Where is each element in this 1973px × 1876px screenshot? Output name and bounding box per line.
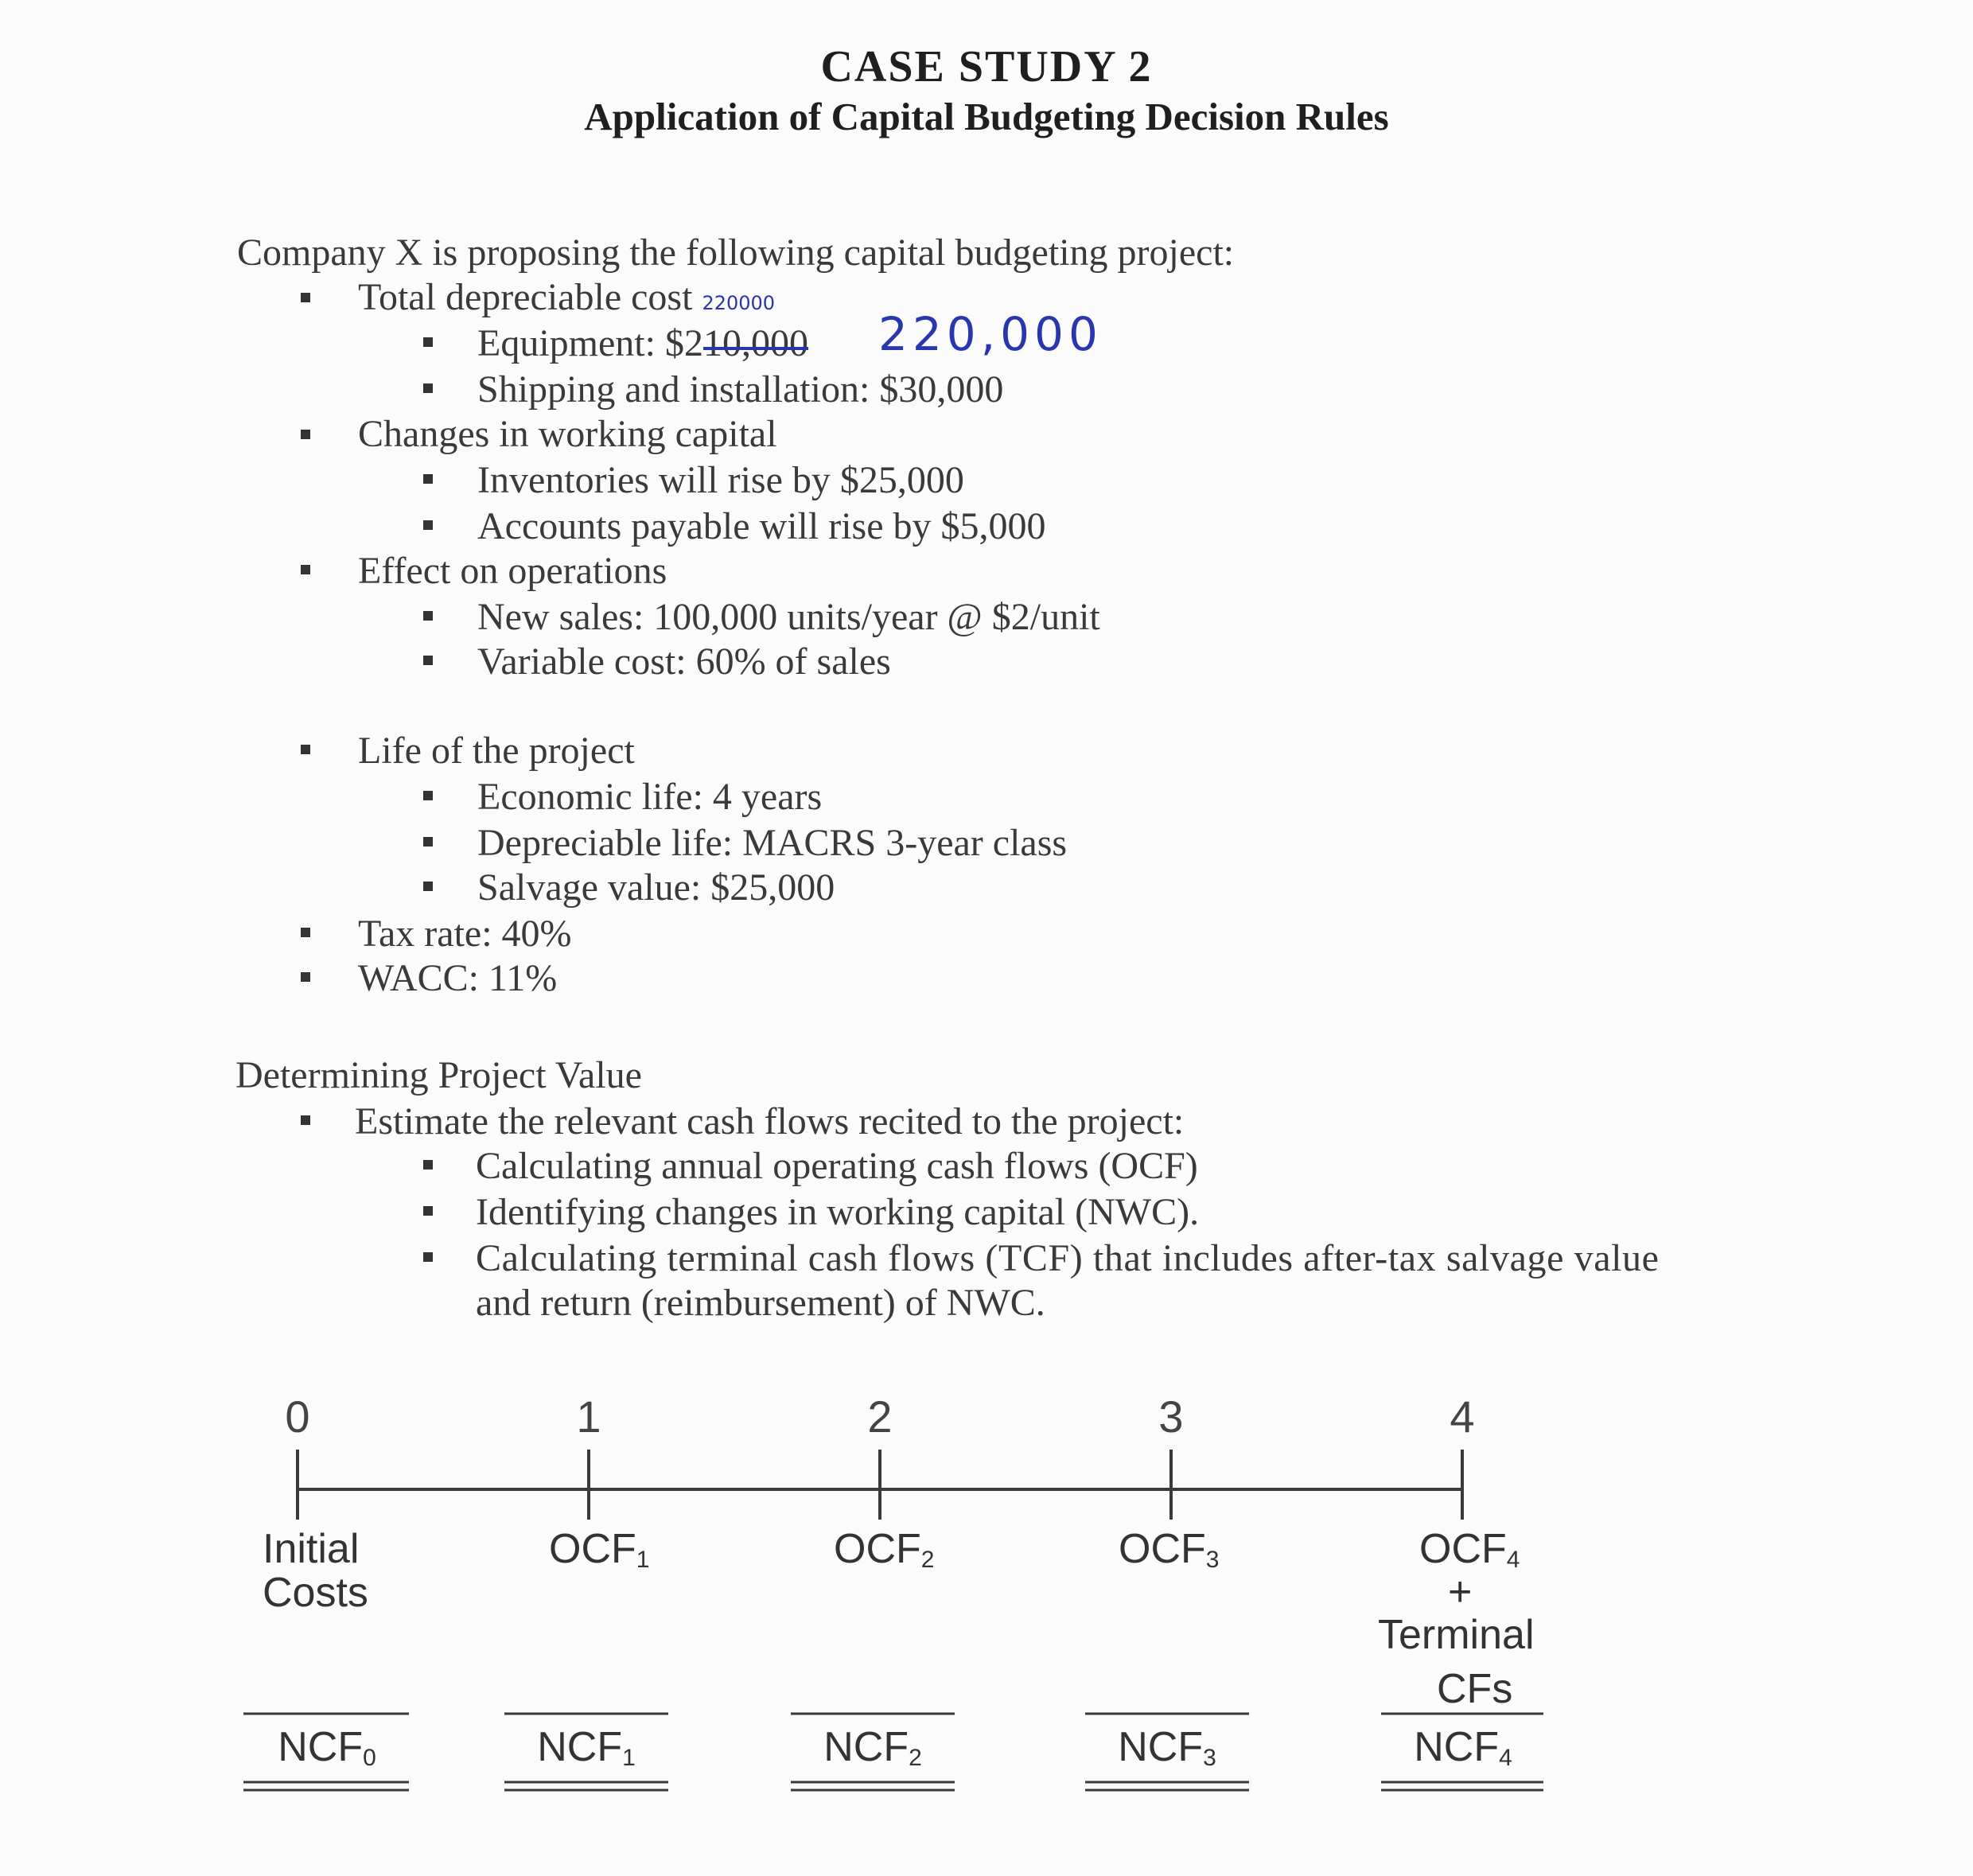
- operations-label: Effect on operations: [358, 550, 667, 592]
- list-item: Inventories will rise by $25,000: [477, 459, 964, 501]
- period-4: 4: [1450, 1391, 1475, 1442]
- page-subtitle: Application of Capital Budgeting Decision Rules: [584, 95, 1389, 138]
- ncf-2: $NCF_2$: [823, 1724, 922, 1771]
- period-2: 2: [867, 1391, 893, 1442]
- list-item: New sales: 100,000 units/year @ $2/unit: [477, 596, 1100, 638]
- period-0: 0: [285, 1391, 310, 1442]
- ocf-3-label: $OCF_3$: [1119, 1526, 1220, 1573]
- cfs-label: CFs: [1437, 1666, 1513, 1712]
- tax-rate: Tax rate: 40%: [358, 913, 572, 955]
- plus-sign: +: [1448, 1569, 1473, 1615]
- period-3: 3: [1158, 1391, 1184, 1442]
- list-item: Depreciable life: MACRS 3-year class: [477, 822, 1068, 864]
- ncf-1: $NCF_1$: [537, 1724, 636, 1771]
- list-item: Calculating annual operating cash flows (OCF): [476, 1145, 1198, 1187]
- list-item: Calculating terminal cash flows (TCF) that includes after-tax salvage value: [476, 1237, 1660, 1279]
- shipping-line: Shipping and installation: $30,000: [477, 368, 1004, 411]
- list-item: Economic life: 4 years: [477, 776, 823, 818]
- period-1: 1: [576, 1391, 601, 1442]
- life-label: Life of the project: [358, 730, 635, 772]
- page-title: CASE STUDY 2: [820, 42, 1153, 91]
- section-heading: Determining Project Value: [235, 1054, 642, 1096]
- wacc: WACC: 11%: [358, 957, 558, 999]
- list-item: Variable cost: 60% of sales: [477, 640, 891, 683]
- ncf-4: $NCF_4$: [1414, 1724, 1512, 1771]
- list-item: Identifying changes in working capital (NWC).: [476, 1191, 1200, 1233]
- struck-value: 10,000: [702, 322, 808, 364]
- list-item: Salvage value: $25,000: [477, 866, 835, 909]
- ncf-3: $NCF_3$: [1118, 1724, 1216, 1771]
- working-capital-label: Changes in working capital: [358, 413, 777, 455]
- estimate-bullet: Estimate the relevant cash flows recited to the project:: [355, 1100, 1185, 1142]
- handwritten-correction: 220,000: [878, 307, 1103, 361]
- initial-costs-label: Initial Costs: [263, 1526, 368, 1616]
- list-item: Accounts payable will rise by $5,000: [477, 505, 1046, 547]
- handwritten-note-small: 220000: [702, 292, 776, 314]
- equipment-line: Equipment: $210,000: [477, 322, 808, 364]
- list-item-continued: and return (reimbursement) of NWC.: [476, 1282, 1045, 1324]
- ocf-2-label: $OCF_2$: [834, 1526, 935, 1573]
- ocf-1-label: $OCF_1$: [549, 1526, 650, 1573]
- terminal-label: Terminal: [1378, 1612, 1535, 1658]
- ncf-0: $NCF_0$: [278, 1724, 376, 1771]
- ocf-4-label: $OCF_4$: [1419, 1526, 1520, 1573]
- depreciable-label: Total depreciable cost 220000: [358, 276, 776, 318]
- intro-text: Company X is proposing the following capital budgeting project:: [237, 232, 1235, 274]
